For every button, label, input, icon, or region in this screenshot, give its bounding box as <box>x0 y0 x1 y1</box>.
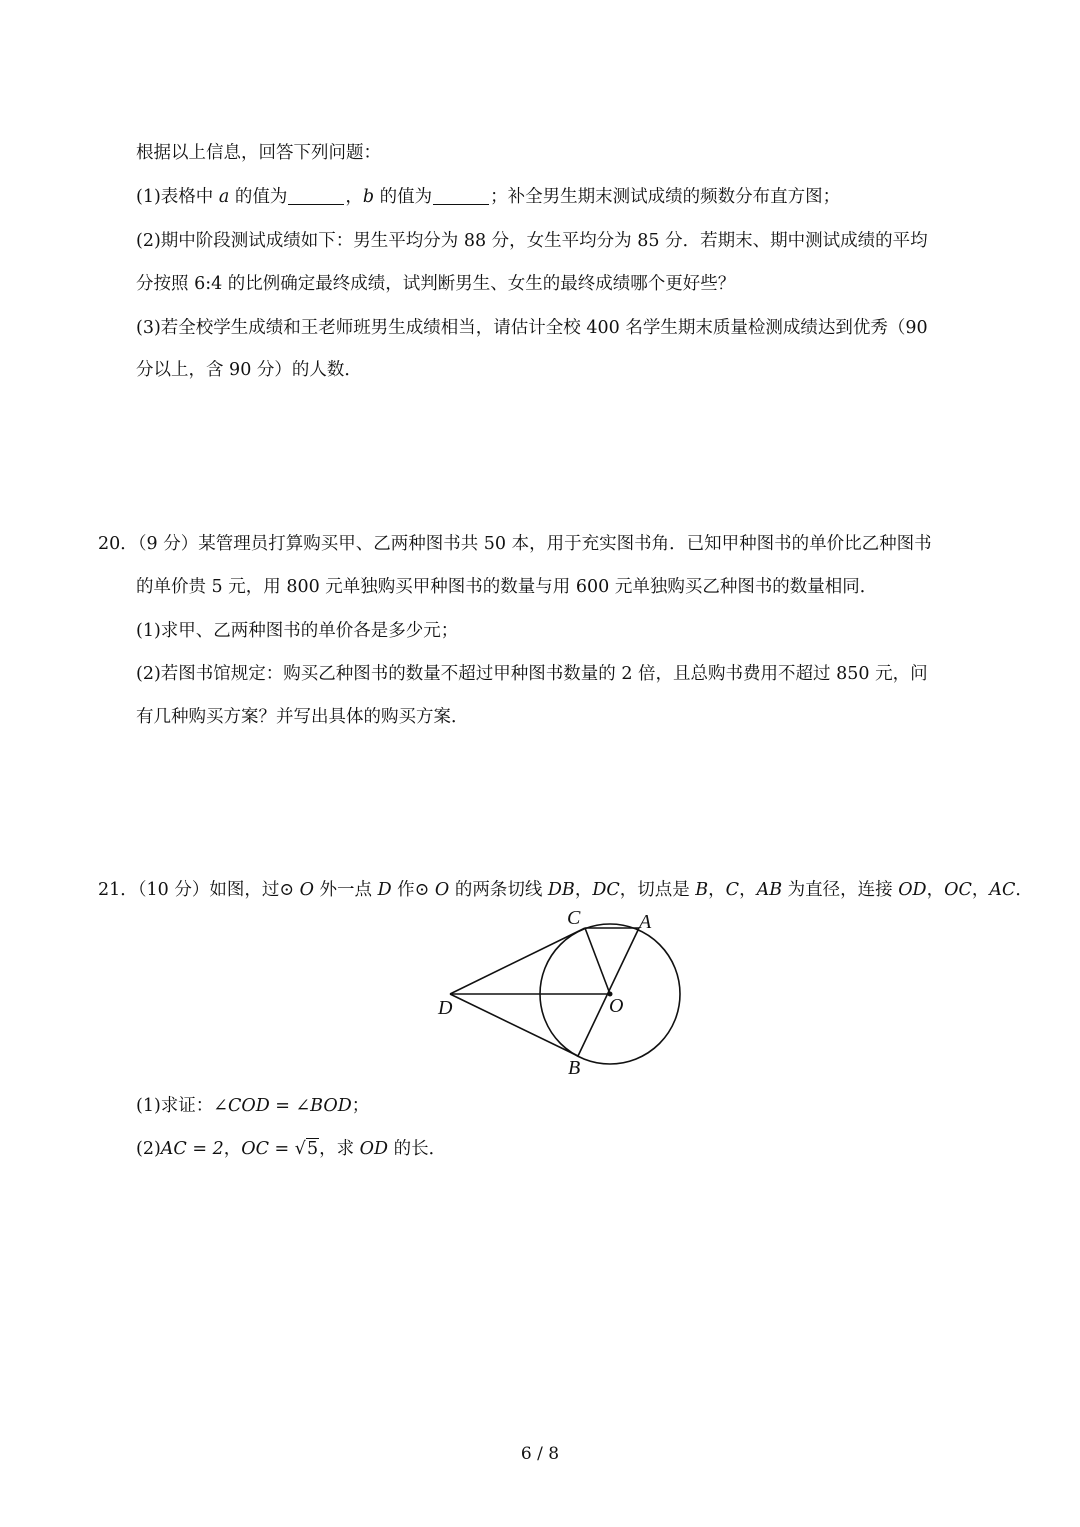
segment-oc <box>585 928 610 994</box>
q19-part3-line1: (3)若全校学生成绩和王老师班男生成绩相当，请估计全校 400 名学生期末质量检测成绩达到优秀（90 <box>136 318 928 338</box>
answer-blank-b <box>433 186 489 205</box>
q20-part2-line2: 有几种购买方案？并写出具体的购买方案． <box>136 707 469 727</box>
label-c: C <box>567 908 581 929</box>
geometry-figure <box>430 908 690 1078</box>
label-a: A <box>639 911 652 933</box>
page-number: 6 / 8 <box>520 1444 560 1464</box>
q21-stem: 21．（10 分）如图，过⊙ O 外一点 D 作⊙ O 的两条切线 DB，DC，切点是 B，C，AB 为直径，连接 OD，OC，AC． <box>98 880 1033 900</box>
q20-part2-line1: (2)若图书馆规定：购买乙种图书的数量不超过甲种图书数量的 2 倍，且总购书费用不超过 850 元，问 <box>136 664 928 684</box>
circle-tangent-diagram <box>430 908 690 1078</box>
q21-part2: (2)AC = 2，OC = √5，求 OD 的长． <box>136 1139 447 1159</box>
q20-stem-line1: 20．（9 分）某管理员打算购买甲、乙两种图书共 50 本，用于充实图书角．已知甲种图书的单价比乙种图书 <box>98 534 932 554</box>
q19-part3-line2: 分以上，含 90 分）的人数． <box>136 360 362 380</box>
q19-part2-line1: (2)期中阶段测试成绩如下：男生平均分为 88 分，女生平均分为 85 分．若期末、期中测试成绩的平均 <box>136 231 928 251</box>
q19-part2-line2: 分按照 6:4 的比例确定最终成绩，试判断男生、女生的最终成绩哪个更好些？ <box>136 274 736 294</box>
answer-blank-a <box>288 186 344 205</box>
tangent-dc <box>450 928 585 994</box>
tangent-db <box>450 994 578 1056</box>
label-d: D <box>438 997 453 1019</box>
q19-part1: (1)表格中 a 的值为 ，b 的值为 ；补全男生期末测试成绩的频数分布直方图； <box>136 187 841 207</box>
label-b: B <box>568 1057 581 1078</box>
q21-part1: (1)求证：∠COD = ∠BOD； <box>136 1096 370 1116</box>
q20-stem-line2: 的单价贵 5 元，用 800 元单独购买甲种图书的数量与用 600 元单独购买乙种图书的数量相同． <box>136 577 878 597</box>
label-o: O <box>609 995 624 1017</box>
q20-part1: (1)求甲、乙两种图书的单价各是多少元； <box>136 621 459 641</box>
q19-intro: 根据以上信息，回答下列问题： <box>136 143 381 163</box>
